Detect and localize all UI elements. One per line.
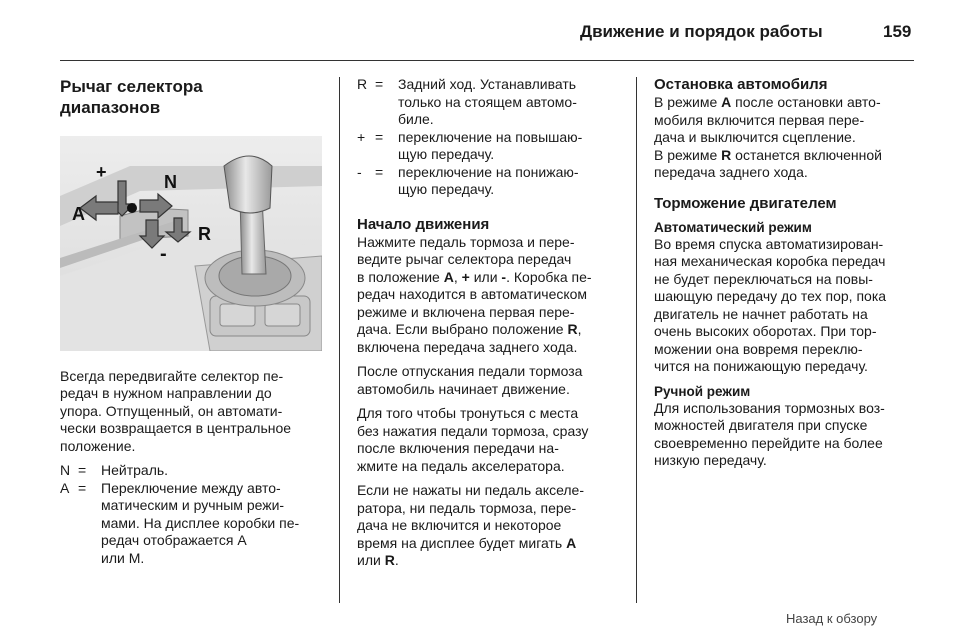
auto-paragraph — [654, 236, 916, 376]
text-line: переключение на повышаю- — [398, 128, 583, 145]
text-line: переключение на понижаю- — [398, 163, 579, 180]
text-line: жмите на педаль акселератора. — [357, 457, 565, 474]
text-line: M — [128, 549, 141, 566]
text-line: после включения передачи на- — [357, 440, 559, 456]
text-line: редач отображается — [101, 532, 234, 548]
legend-text: Нейтраль. — [101, 462, 169, 478]
text-line: положение. — [60, 437, 136, 454]
text-line: Для использования тормозных воз- — [654, 399, 885, 416]
heading-engine-braking: Торможение двигателем — [654, 194, 837, 212]
column-divider-2 — [636, 77, 637, 603]
start-paragraph-2 — [357, 363, 619, 398]
legend-item-minus — [357, 164, 619, 199]
legend-text — [398, 76, 619, 129]
legend-item-plus — [357, 129, 619, 164]
text-line: останется включенной — [735, 146, 882, 163]
text-line: Если не нажаты ни педаль акселе- — [357, 482, 585, 498]
legend-eq: = — [78, 462, 87, 478]
text-line: можении она вовремя переклю- — [654, 340, 863, 357]
text-line: или — [473, 268, 498, 285]
legend-text — [101, 480, 322, 568]
text-line: двигатель не начнет работать на — [654, 305, 868, 322]
start-paragraph-3 — [357, 405, 619, 475]
text-line: передача заднего хода. — [654, 164, 808, 180]
legend-key: N — [60, 462, 71, 478]
text-line: можностей двигателя при спуске — [654, 417, 868, 433]
column-2 — [357, 76, 619, 570]
text-line: R — [384, 552, 395, 568]
text-line: A — [443, 268, 454, 285]
text-line: биле. — [398, 111, 434, 127]
column-1 — [60, 76, 322, 567]
text-line: редач в нужном направлении до — [60, 385, 272, 401]
text-line: . Коробка пе- — [506, 268, 592, 285]
text-line: . — [394, 552, 399, 568]
text-line: ная механическая коробка передач — [654, 253, 886, 269]
section-title-selector — [60, 76, 322, 118]
text-line: дача. Если выбрано положение — [357, 321, 564, 337]
text-line: низкую передачу. — [654, 452, 767, 468]
section-title-line: Рычаг селектора — [60, 77, 203, 96]
text-line: редач находится в автоматическом — [357, 286, 588, 302]
heading-automatic-mode: Автоматический режим — [654, 219, 812, 235]
heading-stopping: Остановка автомобиля — [654, 76, 828, 93]
text-line: . — [140, 549, 145, 566]
text-line: очень высоких оборотах. При тор- — [654, 323, 877, 339]
text-line: Для того чтобы тронуться с места — [357, 405, 579, 421]
text-line: после остановки авто- — [735, 94, 881, 110]
start-paragraph-1 — [357, 234, 619, 357]
legend-key: R — [357, 76, 368, 92]
text-line: R — [721, 146, 732, 163]
legend-eq: = — [78, 479, 87, 496]
header-rule — [60, 60, 914, 61]
text-line: включена передача заднего хода. — [357, 338, 578, 355]
text-line: дача и выключится сцепление. — [654, 129, 856, 145]
text-line: мобиля включится первая пере- — [654, 111, 865, 128]
text-line: щую передачу. — [398, 181, 495, 197]
text-line: Во время спуска автоматизирован- — [654, 235, 884, 252]
text-line: щую передачу. — [398, 146, 495, 162]
text-line: не будет переключаться на повы- — [654, 270, 873, 287]
text-line: ратора, ни педаль тормоза, пере- — [357, 499, 577, 516]
legend-eq: = — [375, 128, 384, 145]
text-line: , — [577, 321, 582, 337]
column-divider-1 — [339, 77, 340, 603]
legend-eq: = — [375, 76, 384, 92]
text-line: время на дисплее будет мигать — [357, 534, 563, 551]
illustration-label-plus: + — [96, 162, 107, 182]
text-line: A — [237, 532, 247, 548]
text-line: без нажатия педали тормоза, сразу — [357, 422, 589, 439]
stop-paragraph — [654, 94, 916, 182]
legend-item-n — [60, 462, 322, 480]
heading-manual-mode: Ручной режим — [654, 383, 751, 399]
start-paragraph-4 — [357, 482, 619, 570]
text-line: R — [567, 321, 578, 337]
heading-start-driving: Начало движения — [357, 215, 490, 233]
text-line: + — [461, 268, 470, 285]
text-line: режиме и включена первая пере- — [357, 303, 575, 320]
selector-paragraph — [60, 368, 322, 456]
text-line: упора. Отпущенный, он автомати- — [60, 402, 283, 419]
legend-key: - — [357, 163, 362, 180]
illustration-label-minus: - — [160, 243, 167, 265]
text-line: Задний ход. Устанавливать — [398, 76, 577, 92]
text-line: только на стоящем автомо- — [398, 93, 577, 110]
text-line: A — [721, 94, 732, 110]
legend-text — [398, 129, 619, 164]
legend-key: + — [357, 128, 366, 145]
legend-eq: = — [375, 163, 384, 180]
text-line: или — [357, 552, 381, 568]
text-line: Нажмите педаль тормоза и пере- — [357, 233, 575, 250]
gear-selector-illustration — [60, 136, 322, 351]
text-line: в положение — [357, 268, 440, 285]
text-line: шающую передачу до тех пор, пока — [654, 288, 887, 304]
column-3 — [654, 76, 916, 470]
legend-item-r — [357, 76, 619, 129]
page-number: 159 — [883, 22, 912, 41]
text-line: , — [453, 268, 458, 285]
text-line: чится на понижающую передачу. — [654, 358, 868, 374]
text-line: мами. На дисплее коробки пе- — [101, 514, 300, 531]
illustration-label-a: A — [72, 204, 85, 224]
text-line: В режиме — [654, 146, 718, 163]
text-line: A — [566, 534, 577, 551]
text-line: - — [501, 268, 507, 285]
legend-key: A — [60, 479, 70, 496]
header-title: Движение и порядок работы — [580, 22, 823, 41]
text-line: В режиме — [654, 94, 718, 110]
text-line: дача не включится и некоторое — [357, 517, 562, 533]
text-line: матическим и ручным режи- — [101, 497, 285, 513]
text-line: или — [101, 549, 125, 566]
section-title-line: диапазонов — [60, 98, 161, 117]
text-line: Всегда передвигайте селектор пе- — [60, 367, 284, 384]
text-line: Переключение между авто- — [101, 479, 281, 496]
legend-text — [398, 164, 619, 199]
back-to-overview-link[interactable]: Назад к обзору — [786, 611, 878, 626]
text-line: После отпускания педали тормоза — [357, 363, 583, 379]
illustration-label-n: N — [164, 172, 177, 192]
illustration-label-r: R — [198, 224, 211, 244]
text-line: чески возвращается в центральное — [60, 420, 292, 436]
text-line: своевременно перейдите на более — [654, 434, 883, 451]
text-line: ведите рычаг селектора передач — [357, 251, 572, 267]
legend-item-a — [60, 480, 322, 568]
text-line: автомобиль начинает движение. — [357, 380, 570, 397]
manual-paragraph — [654, 400, 916, 470]
